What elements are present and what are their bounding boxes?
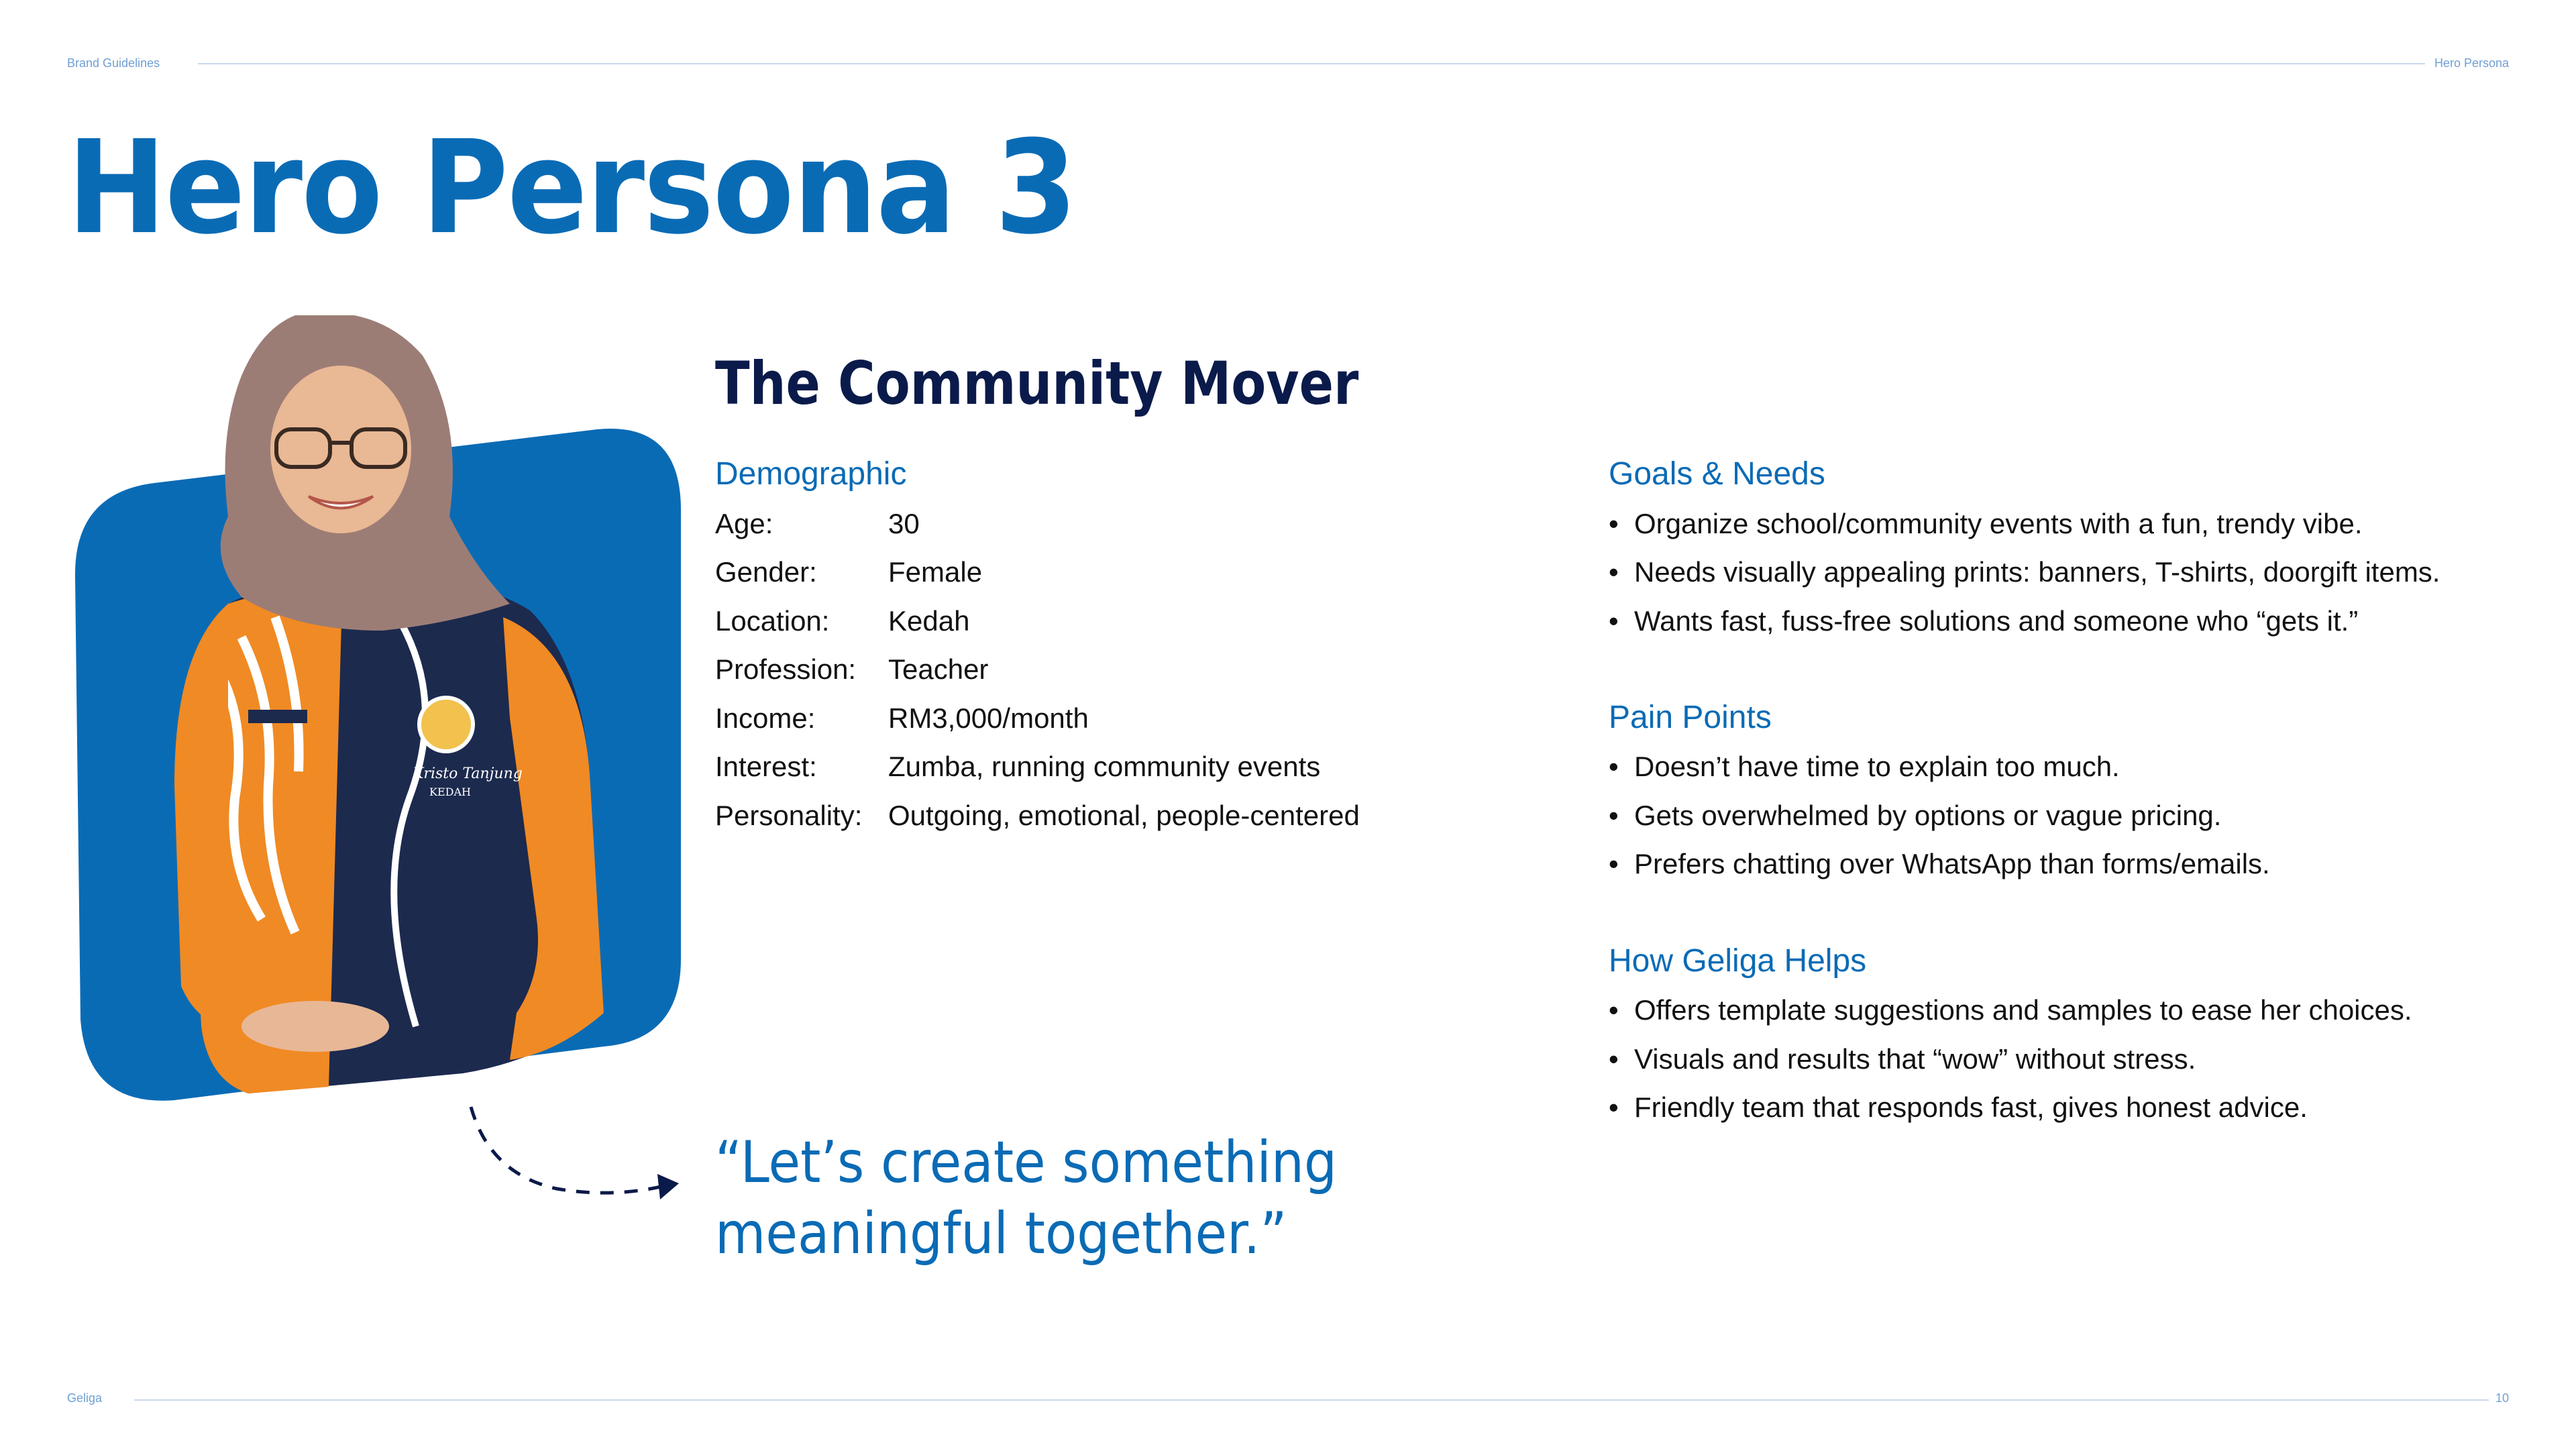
goals-item-text: Needs visually appealing prints: banners, T-shirts, doorgift items. [1634,556,2440,588]
page-number: 10 [2495,1391,2509,1405]
persona-name: The Community Mover [715,349,1359,418]
demographic-label: Location: [715,605,830,637]
helps-item-text: Visuals and results that “wow” without stress. [1634,1043,2196,1075]
shirt-logo-text: Kristo Tanjung [413,765,523,782]
demographic-value: 30 [888,508,920,539]
bullet-icon: • [1609,605,1619,637]
footer-divider [134,1399,2489,1401]
demographic-label: Interest: [715,751,817,782]
pain-points-heading: Pain Points [1609,700,1772,735]
header-right-label: Hero Persona [2434,56,2509,70]
bullet-icon: • [1609,1091,1619,1123]
demographic-label: Personality: [715,800,863,831]
bullet-icon: • [1609,800,1619,831]
footer-left-label: Geliga [67,1391,103,1405]
pain-point-text: Doesn’t have time to explain too much. [1634,751,2120,782]
demographic-value: Outgoing, emotional, people-centered [888,800,1360,831]
helps-heading: How Geliga Helps [1609,943,1867,979]
bullet-icon: • [1609,508,1619,539]
pain-point-text: Prefers chatting over WhatsApp than forms/emails. [1634,848,2270,879]
name-tag [248,710,307,723]
demographic-value: Female [888,556,983,588]
shirt-logo [419,698,473,751]
pain-point-text: Gets overwhelmed by options or vague pricing. [1634,800,2222,831]
page-title: Hero Persona 3 [67,113,1077,263]
demographic-value: Kedah [888,605,970,637]
demographic-label: Age: [715,508,773,539]
bullet-icon: • [1609,1043,1619,1075]
helps-item-text: Offers template suggestions and samples to ease her choices. [1634,994,2412,1026]
bullet-icon: • [1609,751,1619,782]
bullet-icon: • [1609,848,1619,879]
hands [241,1001,389,1052]
demographic-label: Profession: [715,653,857,685]
bullet-icon: • [1609,994,1619,1026]
persona-quote [715,1127,1337,1269]
bullet-icon: • [1609,556,1619,588]
demographic-label: Income: [715,702,816,734]
dashed-arrow-icon [463,1100,684,1208]
demographic-heading: Demographic [715,456,907,492]
goals-heading: Goals & Needs [1609,456,1825,492]
shirt-logo-subtext: KEDAH [429,786,471,798]
demographic-value: Zumba, running community events [888,751,1321,782]
goals-item-text: Wants fast, fuss-free solutions and someone who “gets it.” [1634,605,2359,637]
header-left-label: Brand Guidelines [67,56,160,70]
demographic-value: Teacher [888,653,989,685]
quote-line-1: “Let’s create something [715,1129,1338,1196]
goals-item-text: Organize school/community events with a fun, trendy vibe. [1634,508,2363,539]
quote-line-2: meaningful together.” [715,1200,1287,1267]
helps-item-text: Friendly team that responds fast, gives honest advice. [1634,1091,2308,1123]
demographic-value: RM3,000/month [888,702,1089,734]
demographic-label: Gender: [715,556,817,588]
persona-photo [74,315,691,1107]
header-divider [198,63,2425,64]
